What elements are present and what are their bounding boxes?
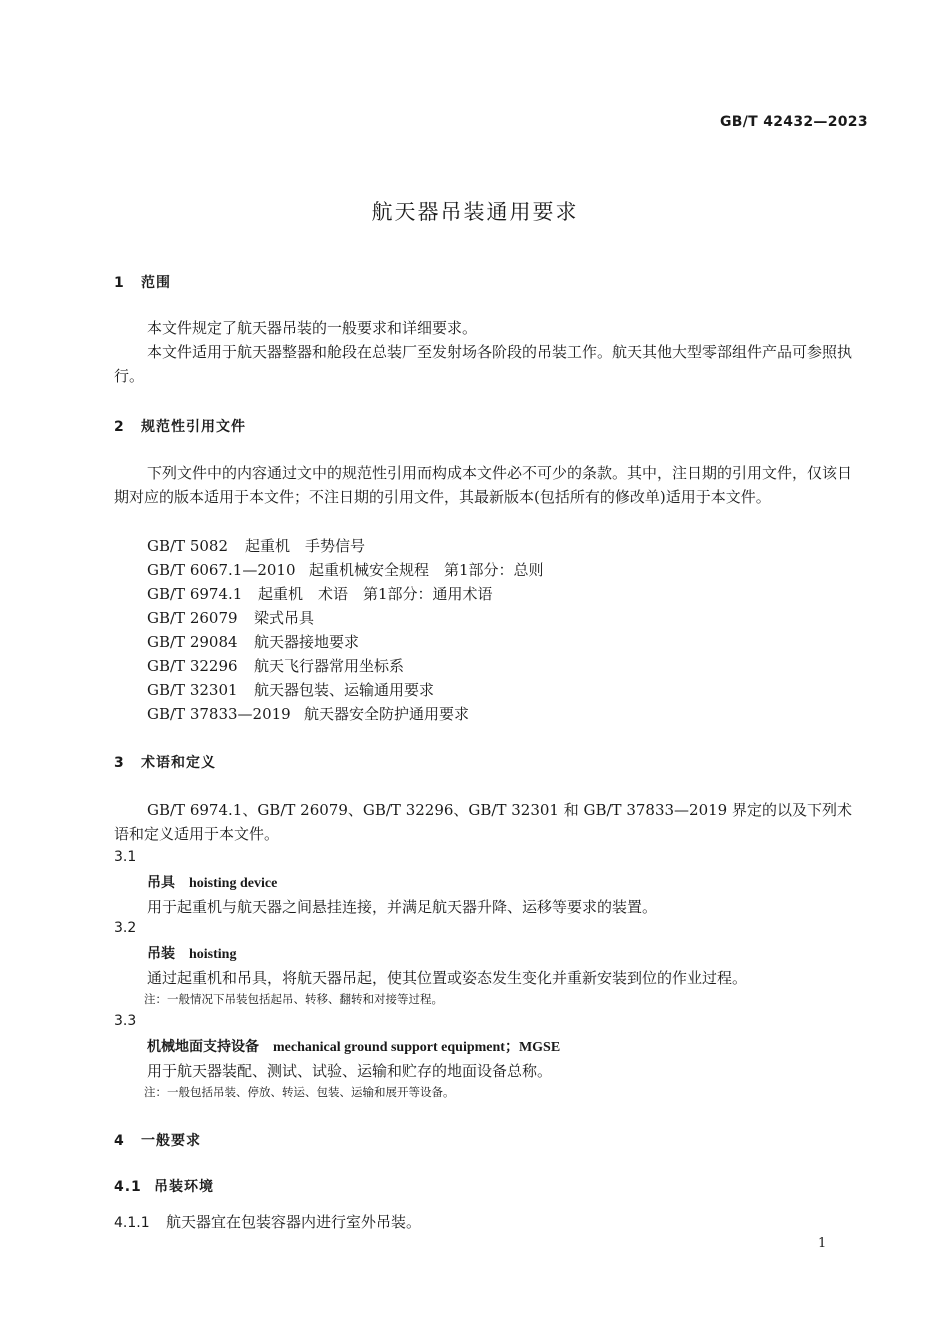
clause xyxy=(114,1210,421,1235)
reference-code: GB/T 29084 xyxy=(147,633,238,651)
term-name-cn: 吊具 xyxy=(147,875,175,891)
reference-item xyxy=(147,654,404,678)
section-number: 4 xyxy=(114,1133,125,1149)
reference-code: GB/T 6974.1 xyxy=(147,585,243,603)
reference-item xyxy=(147,558,544,582)
term-number: 3.2 xyxy=(114,920,137,936)
reference-title: 航天器包装、运输通用要求 xyxy=(254,681,435,699)
reference-title: 起重机械安全规程 第1部分：总则 xyxy=(309,561,544,579)
term-name-en: hoisting xyxy=(189,947,237,962)
section-number: 3 xyxy=(114,755,125,771)
reference-item xyxy=(147,702,469,726)
term-definition: 用于航天器装配、测试、试验、运输和贮存的地面设备总称。 xyxy=(147,1062,553,1080)
reference-item xyxy=(147,630,359,654)
reference-title: 梁式吊具 xyxy=(254,609,315,627)
section-title: 规范性引用文件 xyxy=(141,419,246,435)
clause-number: 4.1.1 xyxy=(114,1215,150,1231)
term-name-en: mechanical ground support equipment；MGSE xyxy=(273,1040,561,1055)
page-number: 1 xyxy=(818,1236,827,1251)
subsection-number: 4.1 xyxy=(114,1179,142,1195)
section-number: 2 xyxy=(114,419,125,435)
paragraph: 下列文件中的内容通过文中的规范性引用而构成本文件必不可少的条款。其中，注日期的引用文件，仅该日期对应的版本适用于本文件；不注日期的引用文件，其最新版本(包括所有的修改单)适用于本文件。 xyxy=(114,464,853,506)
term-name xyxy=(147,872,277,892)
reference-title: 起重机 手势信号 xyxy=(245,537,366,555)
term-number: 3.1 xyxy=(114,849,137,865)
clause-text: 航天器宜在包装容器内进行室外吊装。 xyxy=(166,1213,422,1231)
term-definition: 通过起重机和吊具，将航天器吊起，使其位置或姿态发生变化并重新安装到位的作业过程。 xyxy=(147,969,748,987)
term-definition: 用于起重机与航天器之间悬挂连接，并满足航天器升降、运移等要求的装置。 xyxy=(147,898,658,916)
reference-item xyxy=(147,534,365,558)
section-4-heading xyxy=(114,1130,201,1150)
reference-code: GB/T 32301 xyxy=(147,681,238,699)
paragraph: GB/T 6974.1、GB/T 26079、GB/T 32296、GB/T 32301 和 GB/T 37833—2019 界定的以及下列术语和定义适用于本文件。 xyxy=(114,801,852,843)
reference-code: GB/T 32296 xyxy=(147,657,238,675)
paragraph: 本文件规定了航天器吊装的一般要求和详细要求。 xyxy=(147,319,478,337)
reference-item xyxy=(147,678,434,702)
section-2-heading xyxy=(114,416,246,436)
section-title: 范围 xyxy=(141,275,171,291)
term-name xyxy=(147,1036,560,1056)
term-note: 注：一般情况下吊装包括起吊、转移、翻转和对接等过程。 xyxy=(144,992,443,1006)
reference-title: 航天器接地要求 xyxy=(254,633,360,651)
section-number: 1 xyxy=(114,275,125,291)
section-3-heading xyxy=(114,752,216,772)
reference-title: 航天飞行器常用坐标系 xyxy=(254,657,405,675)
subsection-title: 吊装环境 xyxy=(154,1179,214,1195)
section-title: 术语和定义 xyxy=(141,755,216,771)
reference-code: GB/T 5082 xyxy=(147,537,229,555)
term-name-cn: 吊装 xyxy=(147,946,175,962)
paragraph: 本文件适用于航天器整器和舱段在总装厂至发射场各阶段的吊装工作。航天其他大型零部组件产品可参照执行。 xyxy=(114,343,853,385)
term-name-cn: 机械地面支持设备 xyxy=(147,1039,259,1055)
term-number: 3.3 xyxy=(114,1013,137,1029)
reference-code: GB/T 26079 xyxy=(147,609,238,627)
document-title: 航天器吊装通用要求 xyxy=(371,200,579,224)
standard-number: GB/T 42432—2023 xyxy=(720,114,868,130)
term-name xyxy=(147,943,236,963)
reference-title: 起重机 术语 第1部分：通用术语 xyxy=(258,585,493,603)
section-1-heading xyxy=(114,272,171,292)
term-note: 注：一般包括吊装、停放、转运、包装、运输和展开等设备。 xyxy=(144,1085,455,1099)
reference-title: 航天器安全防护通用要求 xyxy=(304,705,470,723)
subsection-heading xyxy=(114,1176,214,1196)
section-title: 一般要求 xyxy=(141,1133,201,1149)
reference-code: GB/T 37833—2019 xyxy=(147,705,291,723)
reference-item xyxy=(147,582,493,606)
reference-code: GB/T 6067.1—2010 xyxy=(147,561,296,579)
reference-item xyxy=(147,606,314,630)
term-name-en: hoisting device xyxy=(189,876,278,891)
